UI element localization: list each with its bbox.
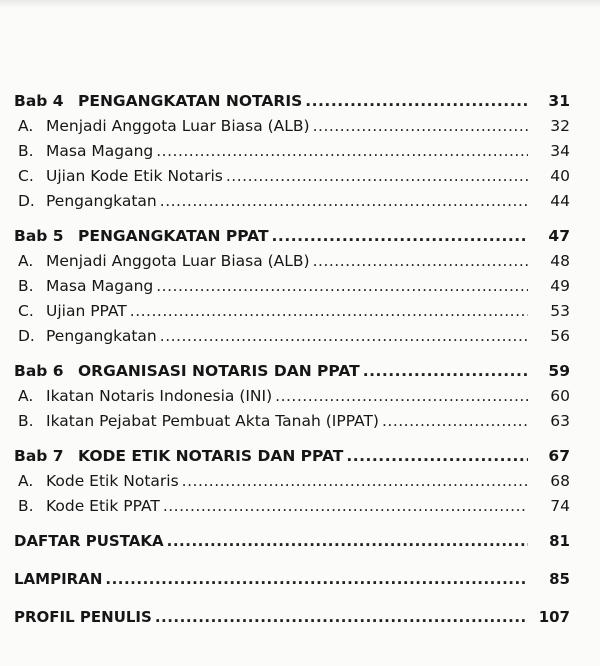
entry-title: Pengangkatan (46, 327, 157, 345)
toc-chapter-entry (14, 447, 570, 472)
dot-leader (363, 362, 528, 380)
entry-title: Kode Etik PPAT (46, 497, 160, 515)
dot-leader (160, 192, 528, 210)
chapter-number: Bab 4 (14, 92, 64, 110)
page-number: 81 (549, 532, 570, 550)
page-number: 48 (550, 252, 570, 270)
toc-entry-label (14, 117, 310, 135)
toc-entry-label (14, 570, 102, 588)
chapter-number: Bab 7 (14, 447, 64, 465)
entry-title: Masa Magang (46, 277, 154, 295)
toc-entry-label (14, 362, 360, 380)
dot-leader (163, 497, 528, 515)
toc-entry-label (14, 227, 269, 245)
entry-title: Masa Magang (46, 142, 154, 160)
page-number: 31 (548, 92, 570, 110)
entry-title: Ujian PPAT (46, 302, 127, 320)
dot-leader (272, 227, 528, 245)
toc-subentry (14, 142, 570, 167)
toc-matter-entry (14, 608, 570, 646)
toc-subentry (14, 472, 570, 497)
page-number: 85 (549, 570, 570, 588)
toc-chapter-entry (14, 362, 570, 387)
dot-leader (346, 447, 528, 465)
page-number: 47 (548, 227, 570, 245)
toc-subentry (14, 302, 570, 327)
toc-entry-label (14, 302, 127, 320)
subentry-letter: D. (18, 192, 35, 210)
entry-title: Menjadi Anggota Luar Biasa (ALB) (46, 117, 310, 135)
entry-title: Pengangkatan (46, 192, 157, 210)
toc-entry-label (14, 192, 157, 210)
toc-subentry (14, 277, 570, 302)
entry-title: ORGANISASI NOTARIS DAN PPAT (78, 362, 360, 380)
entry-title: Kode Etik Notaris (46, 472, 179, 490)
toc-entry-label (14, 277, 153, 295)
page-number: 34 (550, 142, 570, 160)
entry-title: KODE ETIK NOTARIS DAN PPAT (78, 447, 344, 465)
entry-title: PROFIL PENULIS (14, 608, 152, 626)
entry-title: Ikatan Pejabat Pembuat Akta Tanah (IPPAT) (46, 412, 379, 430)
page-number: 107 (538, 608, 570, 626)
entry-title: PENGANGKATAN NOTARIS (78, 92, 303, 110)
subentry-letter: C. (18, 302, 34, 320)
dot-leader (156, 142, 528, 160)
page-number: 67 (548, 447, 570, 465)
page-number: 44 (550, 192, 570, 210)
dot-leader (156, 277, 528, 295)
subentry-letter: D. (18, 327, 35, 345)
toc-chapter-entry (14, 92, 570, 117)
dot-leader (305, 92, 528, 110)
page-number: 63 (550, 412, 570, 430)
entry-title: PENGANGKATAN PPAT (78, 227, 269, 245)
dot-leader (275, 387, 528, 405)
toc-subentry (14, 252, 570, 277)
subentry-letter: A. (18, 117, 34, 135)
subentry-letter: B. (18, 277, 34, 295)
subentry-letter: A. (18, 472, 34, 490)
subentry-letter: B. (18, 412, 34, 430)
toc-matter-entry (14, 532, 570, 570)
toc-entry-label (14, 142, 153, 160)
entry-title: Ikatan Notaris Indonesia (INI) (46, 387, 273, 405)
page-number: 56 (550, 327, 570, 345)
toc-entry-label (14, 412, 379, 430)
dot-leader (382, 412, 528, 430)
page-number: 49 (550, 277, 570, 295)
dot-leader (182, 472, 528, 490)
toc-matter-entry (14, 570, 570, 608)
page-number: 60 (550, 387, 570, 405)
dot-leader (167, 532, 528, 550)
toc-entry-label (14, 387, 272, 405)
entry-title: LAMPIRAN (14, 570, 103, 588)
page-number: 68 (550, 472, 570, 490)
entry-title: DAFTAR PUSTAKA (14, 532, 164, 550)
entry-title: Menjadi Anggota Luar Biasa (ALB) (46, 252, 310, 270)
chapter-number: Bab 6 (14, 362, 64, 380)
toc-entry-label (14, 472, 179, 490)
page-number: 40 (550, 167, 570, 185)
toc-entry-label (14, 532, 164, 550)
toc-entry-label (14, 167, 223, 185)
dot-leader (313, 117, 528, 135)
toc-subentry (14, 497, 570, 522)
page-edge-shadow (0, 0, 600, 8)
chapter-number: Bab 5 (14, 227, 64, 245)
dot-leader (105, 570, 528, 588)
toc-subentry (14, 387, 570, 412)
toc-subentry (14, 192, 570, 217)
toc-entry-label (14, 497, 160, 515)
subentry-letter: B. (18, 497, 34, 515)
toc-entry-label (14, 447, 343, 465)
toc-chapter-entry (14, 227, 570, 252)
page-number: 53 (550, 302, 570, 320)
dot-leader (160, 327, 528, 345)
toc-entry-label (14, 92, 302, 110)
toc-subentry (14, 412, 570, 437)
page-number: 59 (548, 362, 570, 380)
entry-title: Ujian Kode Etik Notaris (46, 167, 223, 185)
subentry-letter: B. (18, 142, 34, 160)
toc-subentry (14, 117, 570, 142)
dot-leader (130, 302, 528, 320)
dot-leader (226, 167, 528, 185)
page-number: 32 (550, 117, 570, 135)
toc-subentry (14, 327, 570, 352)
subentry-letter: A. (18, 387, 34, 405)
page-number: 74 (550, 497, 570, 515)
table-of-contents (14, 92, 570, 646)
subentry-letter: C. (18, 167, 34, 185)
subentry-letter: A. (18, 252, 34, 270)
toc-entry-label (14, 252, 310, 270)
toc-subentry (14, 167, 570, 192)
toc-entry-label (14, 327, 157, 345)
toc-entry-label (14, 608, 152, 626)
dot-leader (155, 608, 528, 626)
dot-leader (313, 252, 528, 270)
